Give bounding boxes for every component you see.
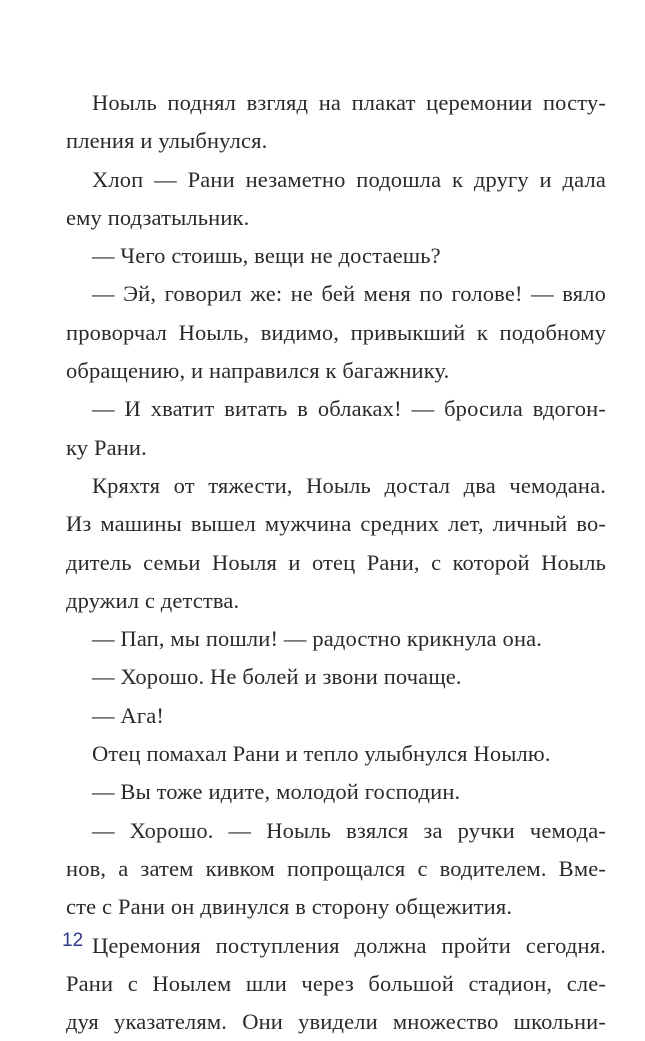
page-number: 12 [62,930,84,951]
text-line: — Эй, говорил же: не бей меня по голове! — вяло [92,281,606,307]
body-text [66,84,606,1041]
text-line: дитель семьи Ноыля и отец Рани, с которой Ноыль [66,549,606,575]
text-line: Рани с Ноылем шли через большой стадион, сле- [66,970,606,996]
text-line: дружил с детства. [66,587,240,613]
text-line: Хлоп — Рани незаметно подошла к другу и дала [92,166,606,192]
text-line: дуя указателям. Они увидели множество школьни- [66,1009,606,1035]
text-line: — Ага! [92,702,164,728]
text-line: проворчал Ноыль, видимо, привыкший к подобному [66,319,606,345]
text-line: — Вы тоже идите, молодой господин. [92,779,461,805]
text-line: Церемония поступления должна пройти сегодня. [92,932,606,958]
text-line: сте с Рани он двинулся в сторону общежития. [66,894,513,920]
text-line: пления и улыбнулся. [66,128,268,154]
text-line: ему подзатыльник. [66,204,250,230]
text-line: Из машины вышел мужчина средних лет, личный во- [66,511,606,537]
text-line: — Пап, мы пошли! — радостно крикнула она. [92,626,543,652]
text-line: ку Рани. [66,434,147,460]
text-line: — Хорошо. — Ноыль взялся за ручки чемода- [92,817,606,843]
text-line: — Хорошо. Не болей и звони почаще. [92,664,462,690]
text-line: Отец помахал Рани и тепло улыбнулся Ноылю. [92,741,551,767]
text-line: — И хватит витать в облаках! — бросила вдогон- [92,396,606,422]
text-line: нов, а затем кивком попрощался с водителем. Вме- [66,855,606,881]
text-line: — Чего стоишь, вещи не достаешь? [92,243,441,269]
text-line: Ноыль поднял взгляд на плакат церемонии посту- [92,90,606,115]
text-line: обращению, и направился к багажнику. [66,358,450,384]
text-line: Кряхтя от тяжести, Ноыль достал два чемодана. [92,472,606,498]
